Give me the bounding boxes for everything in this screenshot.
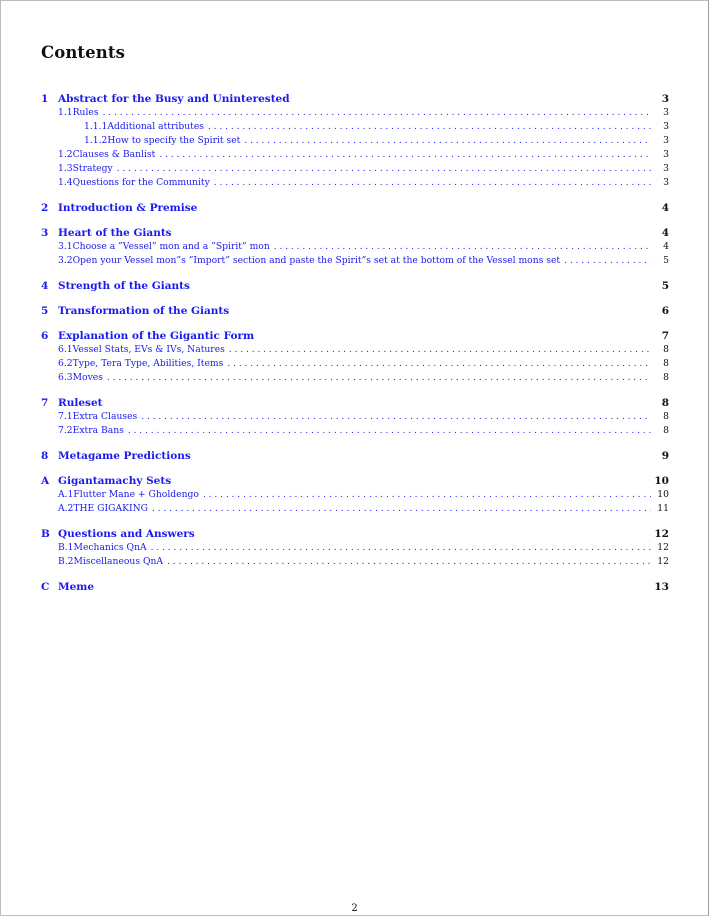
toc-dot-leader bbox=[103, 108, 651, 118]
toc-entry-number: B.1 bbox=[58, 542, 74, 553]
toc-entry-number: 8 bbox=[41, 450, 49, 462]
toc-entry-page: 10 bbox=[654, 475, 669, 487]
toc-subsection-link[interactable] bbox=[41, 241, 669, 254]
toc-entry-title: Extra Bans bbox=[72, 425, 124, 436]
toc-section-link[interactable] bbox=[41, 227, 669, 240]
toc-entry-title: Abstract for the Busy and Uninterested bbox=[58, 93, 290, 105]
toc-subsection-link[interactable] bbox=[41, 163, 669, 176]
toc-entry-title: Meme bbox=[58, 581, 95, 593]
toc-dot-leader bbox=[208, 122, 651, 132]
toc-entry-page: 3 bbox=[663, 177, 669, 188]
toc-entry-number: B bbox=[41, 528, 50, 540]
toc-section-link[interactable] bbox=[41, 450, 669, 463]
toc-entry-number: A.2 bbox=[58, 503, 74, 514]
toc-entry-number: 4 bbox=[41, 280, 49, 292]
toc-entry-title: Additional attributes bbox=[107, 121, 204, 132]
toc-entry-number: 5 bbox=[41, 305, 49, 317]
toc-subsection-link[interactable] bbox=[41, 411, 669, 424]
toc-section-link[interactable] bbox=[41, 330, 669, 343]
toc-dot-leader bbox=[152, 504, 651, 514]
toc-entry-title: How to specify the Spirit set bbox=[107, 135, 241, 146]
toc-entry-number: 3.2 bbox=[58, 255, 73, 266]
toc-entry-page: 12 bbox=[654, 528, 669, 540]
toc-subsection-link[interactable] bbox=[41, 149, 669, 162]
toc-subsection-link[interactable] bbox=[41, 107, 669, 120]
toc-entry-title: Moves bbox=[72, 372, 103, 383]
toc-entry-title: Open your Vessel mon”s ”Import” section and paste the Spirit”s set at the bottom of the Vessel mons set bbox=[72, 255, 561, 266]
toc-entry-page: 13 bbox=[654, 581, 669, 593]
toc-entry-page: 12 bbox=[657, 542, 669, 553]
toc-entry-page: 11 bbox=[657, 503, 669, 514]
toc-entry-number: A bbox=[41, 475, 50, 487]
toc-section-link[interactable] bbox=[41, 305, 669, 318]
toc-section-link[interactable] bbox=[41, 581, 669, 594]
toc-entry-title: Questions for the Community bbox=[72, 177, 210, 188]
toc-entry-page: 3 bbox=[663, 121, 669, 132]
toc-entry-title: Extra Clauses bbox=[72, 411, 138, 422]
toc-entry-number: 3 bbox=[41, 227, 49, 239]
toc-subsection-link[interactable] bbox=[41, 425, 669, 438]
toc-entry-title: Introduction & Premise bbox=[58, 202, 198, 214]
toc-dot-leader bbox=[203, 490, 651, 500]
toc-dot-leader bbox=[564, 256, 651, 266]
toc-entry-number: 1.2 bbox=[58, 149, 73, 160]
toc-subsection-link[interactable] bbox=[41, 135, 669, 148]
toc-dot-leader bbox=[159, 150, 651, 160]
toc-section-link[interactable] bbox=[41, 93, 669, 106]
toc-entry-page: 5 bbox=[661, 280, 669, 292]
toc-entry-page: 8 bbox=[663, 344, 669, 355]
toc-entry-page: 6 bbox=[661, 305, 669, 317]
toc-entry-number: 1.1.1 bbox=[84, 121, 108, 132]
toc-entry-page: 3 bbox=[663, 135, 669, 146]
toc-entry-page: 3 bbox=[661, 93, 669, 105]
toc-entry-page: 10 bbox=[657, 489, 669, 500]
toc-entry-title: Rules bbox=[72, 107, 99, 118]
toc-entry-number: 3.1 bbox=[58, 241, 73, 252]
toc-section-link[interactable] bbox=[41, 280, 669, 293]
toc-subsection-link[interactable] bbox=[41, 177, 669, 190]
toc-entry-number: 7.2 bbox=[58, 425, 73, 436]
toc-entry-page: 8 bbox=[661, 397, 669, 409]
toc-entry-title: Strategy bbox=[72, 163, 113, 174]
toc-entry-number: 6 bbox=[41, 330, 49, 342]
toc-entry-number: 7 bbox=[41, 397, 49, 409]
toc-entry-title: Choose a ”Vessel” mon and a ”Spirit” mon bbox=[72, 241, 270, 252]
toc-entry-title: Heart of the Giants bbox=[58, 227, 172, 239]
toc-entry-number: 1.4 bbox=[58, 177, 73, 188]
toc-entry-number: 6.1 bbox=[58, 344, 73, 355]
toc-entry-page: 8 bbox=[663, 372, 669, 383]
toc-entry-title: Explanation of the Gigantic Form bbox=[58, 330, 255, 342]
toc-entry-page: 8 bbox=[663, 358, 669, 369]
toc-dot-leader bbox=[141, 412, 651, 422]
toc-dot-leader bbox=[229, 345, 651, 355]
toc-entry-title: Gigantamachy Sets bbox=[58, 475, 172, 487]
toc-subsection-link[interactable] bbox=[41, 344, 669, 357]
toc-entry-page: 3 bbox=[663, 163, 669, 174]
toc-entry-number: 6.2 bbox=[58, 358, 73, 369]
toc-entry-number: 7.1 bbox=[58, 411, 73, 422]
toc-entry-title: Transformation of the Giants bbox=[58, 305, 230, 317]
toc-entry-page: 12 bbox=[657, 556, 669, 567]
toc-dot-leader bbox=[214, 178, 651, 188]
toc-entry-number: 1.1 bbox=[58, 107, 73, 118]
toc-dot-leader bbox=[274, 242, 651, 252]
toc-dot-leader bbox=[167, 557, 651, 567]
toc-entry-page: 5 bbox=[663, 255, 669, 266]
toc-entry-number: C bbox=[41, 581, 50, 593]
toc-entry-title: Metagame Predictions bbox=[58, 450, 191, 462]
toc-entry-page: 4 bbox=[661, 227, 669, 239]
toc-entry-page: 8 bbox=[663, 425, 669, 436]
page-number: 2 bbox=[351, 903, 358, 914]
toc-subsection-link[interactable] bbox=[41, 542, 669, 555]
toc-entry-number: 1.3 bbox=[58, 163, 73, 174]
toc-subsection-link[interactable] bbox=[41, 358, 669, 371]
toc-entry-title: Ruleset bbox=[58, 397, 103, 409]
toc-section-link[interactable] bbox=[41, 397, 669, 410]
toc-dot-leader bbox=[117, 164, 651, 174]
toc-subsection-link[interactable] bbox=[41, 503, 669, 516]
toc-section-link[interactable] bbox=[41, 202, 669, 215]
toc-entry-page: 8 bbox=[663, 411, 669, 422]
toc-entry-title: Type, Tera Type, Abilities, Items bbox=[72, 358, 224, 369]
toc-entry-title: Flutter Mane + Gholdengo bbox=[73, 489, 199, 500]
toc-entry-title: Vessel Stats, EVs & IVs, Natures bbox=[72, 344, 225, 355]
contents-heading: Contents bbox=[41, 43, 125, 62]
toc-subsection-link[interactable] bbox=[41, 121, 669, 134]
toc-entry-number: 6.3 bbox=[58, 372, 73, 383]
toc-entry-page: 3 bbox=[663, 149, 669, 160]
toc-dot-leader bbox=[227, 359, 651, 369]
toc-entry-title: Miscellaneous QnA bbox=[73, 556, 164, 567]
toc-entry-page: 3 bbox=[663, 107, 669, 118]
toc-entry-title: Clauses & Banlist bbox=[72, 149, 156, 160]
toc-entry-page: 4 bbox=[661, 202, 669, 214]
toc-entry-number: 1 bbox=[41, 93, 49, 105]
toc-section-link[interactable] bbox=[41, 475, 669, 488]
toc-entry-title: Questions and Answers bbox=[58, 528, 195, 540]
toc-subsection-link[interactable] bbox=[41, 489, 669, 502]
toc-dot-leader bbox=[151, 543, 651, 553]
toc-entry-number: 1.1.2 bbox=[84, 135, 108, 146]
toc-entry-number: 2 bbox=[41, 202, 49, 214]
toc-entry-page: 9 bbox=[661, 450, 669, 462]
toc-entry-number: A.1 bbox=[58, 489, 74, 500]
toc-dot-leader bbox=[128, 426, 651, 436]
toc-entry-page: 7 bbox=[661, 330, 669, 342]
toc-dot-leader bbox=[107, 373, 651, 383]
toc-subsection-link[interactable] bbox=[41, 372, 669, 385]
toc-dot-leader bbox=[244, 136, 651, 146]
toc-entry-page: 4 bbox=[663, 241, 669, 252]
toc-section-link[interactable] bbox=[41, 528, 669, 541]
toc-entry-title: Strength of the Giants bbox=[58, 280, 190, 292]
toc-entry-title: Mechanics QnA bbox=[73, 542, 147, 553]
toc-subsection-link[interactable] bbox=[41, 556, 669, 569]
toc-subsection-link[interactable] bbox=[41, 255, 669, 268]
toc-entry-title: THE GIGAKING bbox=[73, 503, 148, 514]
toc-entry-number: B.2 bbox=[58, 556, 74, 567]
